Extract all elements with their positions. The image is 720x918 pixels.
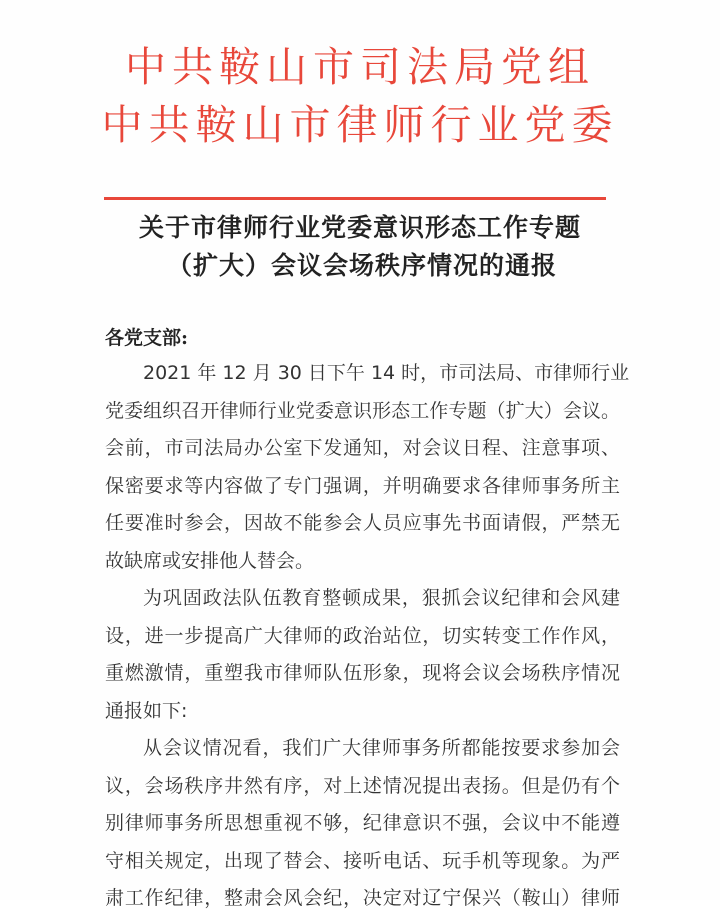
document-header: [0, 38, 720, 154]
paragraph-1-line-3: 会前，市司法局办公室下发通知，对会议日程、注意事项、: [105, 437, 620, 459]
header-line-2: 中共鞍山市律师行业党委: [101, 101, 619, 149]
paragraph-2-line-1: 为巩固政法队伍教育整顿成果，狠抓会议纪律和会风建: [143, 587, 620, 609]
title-line-2: （扩大）会议会场秩序情况的通报: [166, 251, 557, 280]
paragraph-2-line-4: 通报如下:: [105, 699, 188, 722]
paragraph-3-line-2: 议，会场秩序井然有序，对上述情况提出表扬。但是仍有个: [105, 774, 620, 797]
paragraph-2-line-3: 重燃激情，重塑我市律师队伍形象，现将会议会场秩序情况: [105, 662, 620, 684]
paragraph-3-line-4: 守相关规定，出现了替会、接听电话、玩手机等现象。为严: [105, 849, 620, 872]
paragraph-3-line-1: 从会议情况看，我们广大律师事务所都能按要求参加会: [143, 737, 620, 759]
paragraph-1-line-2: 党委组织召开律师行业党委意识形态工作专题（扩大）会议。: [105, 399, 620, 422]
paragraph-1-line-4: 保密要求等内容做了专门强调，并明确要求各律师事务所主: [105, 474, 620, 497]
red-divider-line: [104, 197, 606, 200]
paragraph-1-line-5: 任要准时参会，因故不能参会人员应事先书面请假，严禁无: [105, 512, 620, 534]
title-line-1: 关于市律师行业党委意识形态工作专题: [138, 213, 581, 242]
paragraph-1-line-1: 2021 年 12 月 30 日下午 14 时，市司法局、市律师行业: [143, 362, 630, 384]
salutation: 各党支部:: [105, 327, 189, 349]
header-line-1: 中共鞍山市司法局党组: [125, 43, 595, 91]
paragraph-1-line-6: 故缺席或安排他人替会。: [105, 549, 315, 572]
document-body: [105, 355, 630, 918]
document-title: [0, 209, 720, 285]
paragraph-3-line-5: 肃工作纪律，整肃会风会纪，决定对辽宁保兴（鞍山）律师: [105, 887, 620, 909]
paragraph-3-line-3: 别律师事务所思想重视不够，纪律意识不强，会议中不能遵: [105, 812, 620, 834]
paragraph-2-line-2: 设，进一步提高广大律师的政治站位，切实转变工作作风，: [105, 624, 620, 647]
